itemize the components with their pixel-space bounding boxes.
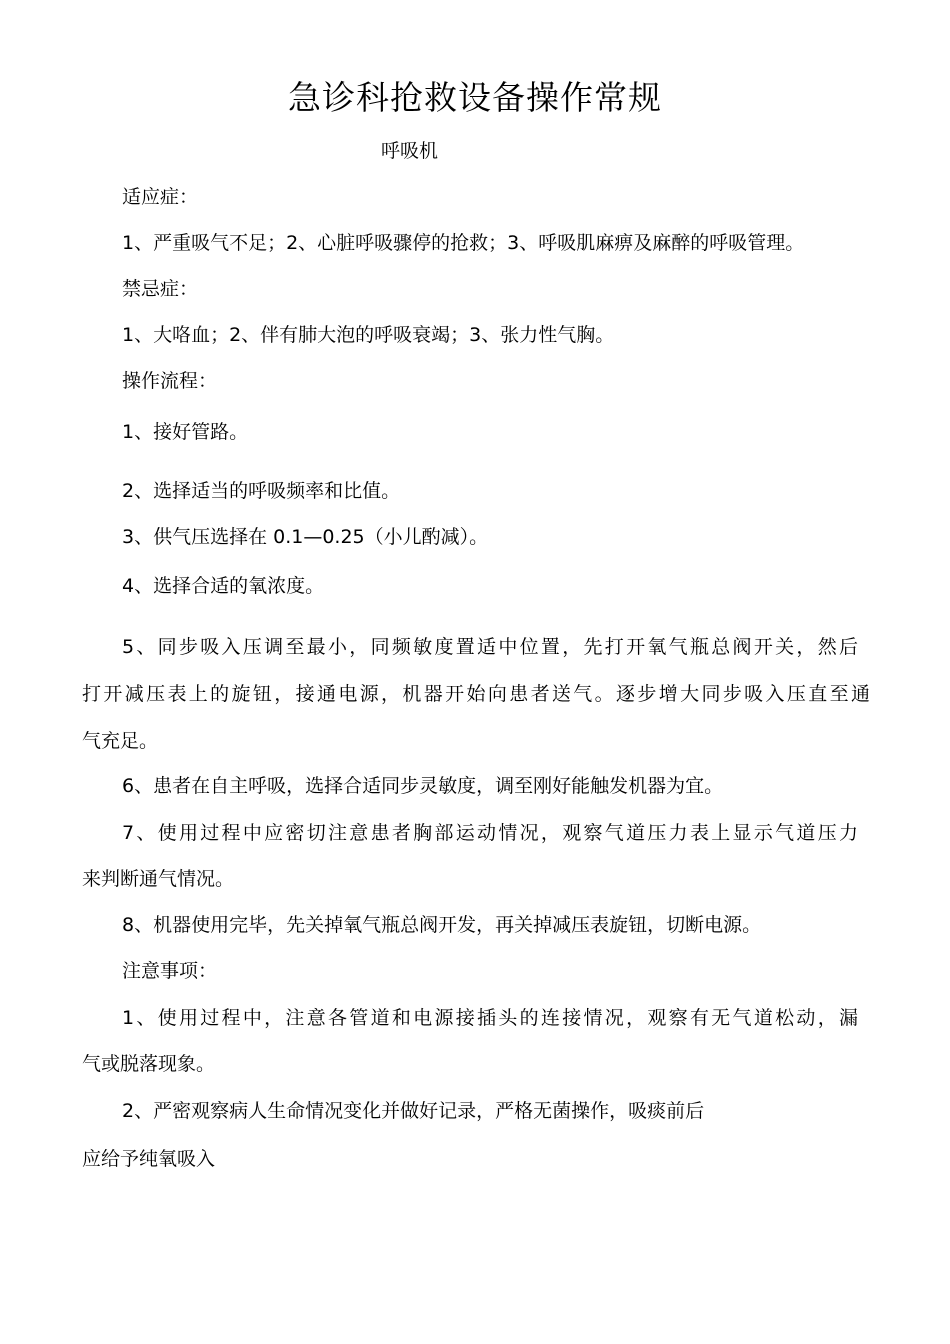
section-heading-notes: 注意事项： (122, 960, 218, 982)
document-subtitle: 呼吸机 (381, 140, 439, 162)
paragraph-line: 8、机器使用完毕，先关掉氧气瓶总阀开发，再关掉减压表旋钮，切断电源。 (122, 914, 762, 936)
paragraph-line: 1、严重吸气不足；2、心脏呼吸骤停的抢救；3、呼吸肌麻痹及麻醉的呼吸管理。 (122, 232, 805, 254)
paragraph-line: 2、严密观察病人生命情况变化并做好记录，严格无菌操作，吸痰前后 (122, 1100, 705, 1122)
paragraph-line: 1、大咯血；2、伴有肺大泡的呼吸衰竭；3、张力性气胸。 (122, 324, 615, 346)
paragraph-line: 3、供气压选择在 0.1—0.25（小儿酌减）。 (122, 526, 489, 548)
section-heading-indications: 适应症： (122, 186, 199, 208)
section-heading-procedure: 操作流程： (122, 370, 218, 392)
document-title: 急诊科抢救设备操作常规 (288, 78, 662, 117)
paragraph-line: 6、患者在自主呼吸，选择合适同步灵敏度，调至刚好能触发机器为宜。 (122, 775, 724, 797)
paragraph-line: 气或脱落现象。 (82, 1053, 216, 1075)
paragraph-line: 5、同步吸入压调至最小，同频敏度置适中位置，先打开氧气瓶总阀开关，然后 (122, 636, 858, 658)
paragraph-line: 7、使用过程中应密切注意患者胸部运动情况，观察气道压力表上显示气道压力 (122, 822, 858, 844)
paragraph-line: 1、接好管路。 (122, 421, 249, 443)
paragraph-line: 4、选择合适的氧浓度。 (122, 575, 325, 597)
paragraph-line: 打开减压表上的旋钮，接通电源，机器开始向患者送气。逐步增大同步吸入压直至通 (82, 683, 870, 705)
paragraph-line: 来判断通气情况。 (82, 868, 235, 890)
paragraph-line: 应给予纯氧吸入 (82, 1148, 216, 1170)
paragraph-line: 1、使用过程中，注意各管道和电源接插头的连接情况，观察有无气道松动，漏 (122, 1007, 858, 1029)
section-heading-contraindications: 禁忌症： (122, 278, 199, 300)
paragraph-line: 2、选择适当的呼吸频率和比值。 (122, 480, 401, 502)
paragraph-line: 气充足。 (82, 730, 159, 752)
